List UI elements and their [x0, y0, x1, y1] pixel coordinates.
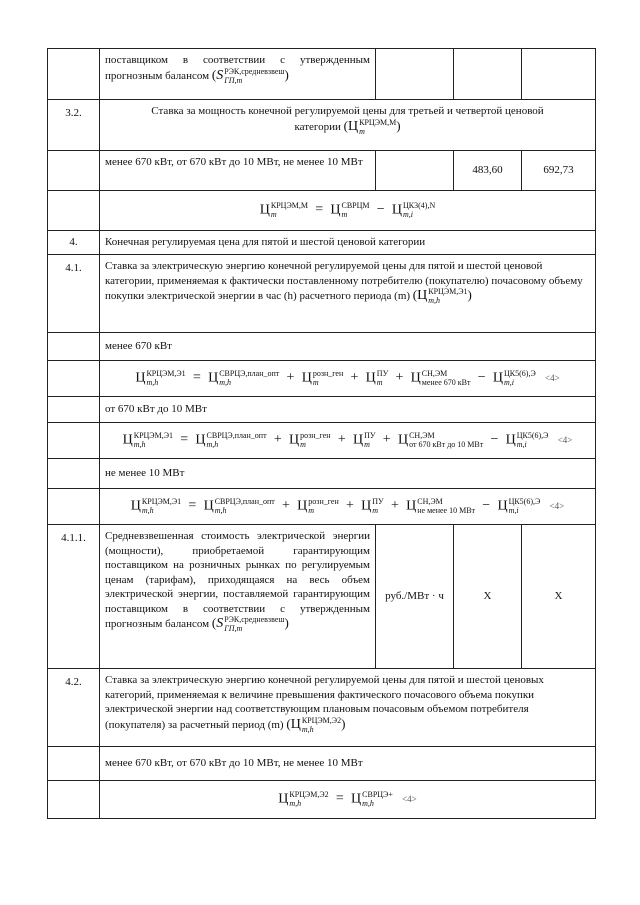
row-number: 4.1.1. — [48, 525, 100, 669]
table-row — [48, 397, 596, 423]
description-text: прогнозным балансом (S РЭК,средневзвеш ГП,m ) — [105, 66, 289, 85]
description-cell: Ставка за электрическую энергию конечной регулируемой цены для пятой и шестой ценовых категорий, применяемая к величине превышения фактического почасового объема покупки электрической энергии над соответствующим плановым почасовым объемом потребителя (покупателя) за расчетный период (m) (Ц КРЦЭМ,Э2 m,h ) — [100, 669, 596, 747]
formula-cell: Ц КРЦЭМ,Э1 m,h = Ц СВРЦЭ,план_опт m,h + Ц розн_ген m + Ц ПУ m + Ц СН,ЭМ менее 670 кВт − Ц ЦК5(6),Э m,i <4> — [100, 361, 596, 397]
formula-cell: Ц КРЦЭМ,Э1 m,h = Ц СВРЦЭ,план_опт m,h + Ц розн_ген m + Ц ПУ m + Ц СН,ЭМ не менее 10 МВт − Ц ЦК5(6),Э m,i <4> — [100, 489, 596, 525]
value-cell: Х — [522, 525, 596, 669]
value-cell: 692,73 — [522, 151, 596, 191]
table-row — [48, 423, 596, 459]
table-row — [48, 669, 596, 747]
value-cell: Х — [454, 525, 522, 669]
table-row — [48, 191, 596, 231]
description-cell: Средневзвешенная стоимость электрической энергии (мощности), приобретаемой гарантирующим поставщиком на розничных рынках по регулируемым ценам (тарифам), приходящаяся на весь объем электрической энергии, поставляемой гарантирующим поставщиком в соответствии с утвержденным прогнозным балансом (S РЭК,средневзвеш ГП,m ) — [100, 525, 376, 669]
tariff-table-page — [47, 48, 595, 819]
description-cell: Конечная регулируемая цена для пятой и шестой ценовой категории — [100, 231, 596, 255]
formula-cell: Ц КРЦЭМ,Э2 m,h = Ц СВРЦЭ+ m,h <4> — [100, 781, 596, 819]
row-number: 4.2. — [48, 669, 100, 747]
table-row — [48, 151, 596, 191]
unit-cell: руб./МВт · ч — [376, 525, 454, 669]
description-text: поставщиком в соответствии с утвержденным — [105, 54, 370, 66]
tariff-table — [47, 48, 596, 819]
table-row — [48, 747, 596, 781]
formula-cell: Ц КРЦЭМ,М m = Ц СВРЦМ m − Ц ЦК3(4),N m,i — [100, 191, 596, 231]
description-cell: Ставка за электрическую энергию конечной регулируемой цены для пятой и шестой ценовой категории, применяемая к фактически поставленному потребителю (покупателю) почасовому объему покупки электрической энергии в час (h) расчетного периода (m) (Ц КРЦЭМ,Э1 m,h ) — [100, 255, 596, 333]
table-row — [48, 49, 596, 100]
formula-cell: Ц КРЦЭМ,Э1 m,h = Ц СВРЦЭ,план_опт m,h + Ц розн_ген m + Ц ПУ m + Ц СН,ЭМ от 670 кВт до 10 МВт − Ц ЦК5(6),Э m,i <4> — [100, 423, 596, 459]
row-number: 4.1. — [48, 255, 100, 333]
value-cell: 483,60 — [454, 151, 522, 191]
table-row — [48, 255, 596, 333]
table-row — [48, 525, 596, 669]
description-cell: Ставка за мощность конечной регулируемой цены для третьей и четвертой ценовой категории (Ц КРЦЭМ,М m ) — [100, 100, 596, 151]
description-cell: менее 670 кВт, от 670 кВт до 10 МВт, не менее 10 МВт — [100, 151, 376, 191]
table-row — [48, 489, 596, 525]
table-row — [48, 231, 596, 255]
description-cell: менее 670 кВт, от 670 кВт до 10 МВт, не менее 10 МВт — [100, 747, 596, 781]
description-cell: не менее 10 МВт — [100, 459, 596, 489]
description-cell — [100, 49, 376, 100]
table-row — [48, 781, 596, 819]
table-row — [48, 333, 596, 361]
table-row — [48, 100, 596, 151]
description-cell: от 670 кВт до 10 МВт — [100, 397, 596, 423]
row-number-cell — [48, 49, 100, 100]
row-number: 3.2. — [48, 100, 100, 151]
row-number: 4. — [48, 231, 100, 255]
table-row — [48, 361, 596, 397]
table-row — [48, 459, 596, 489]
description-cell: менее 670 кВт — [100, 333, 596, 361]
